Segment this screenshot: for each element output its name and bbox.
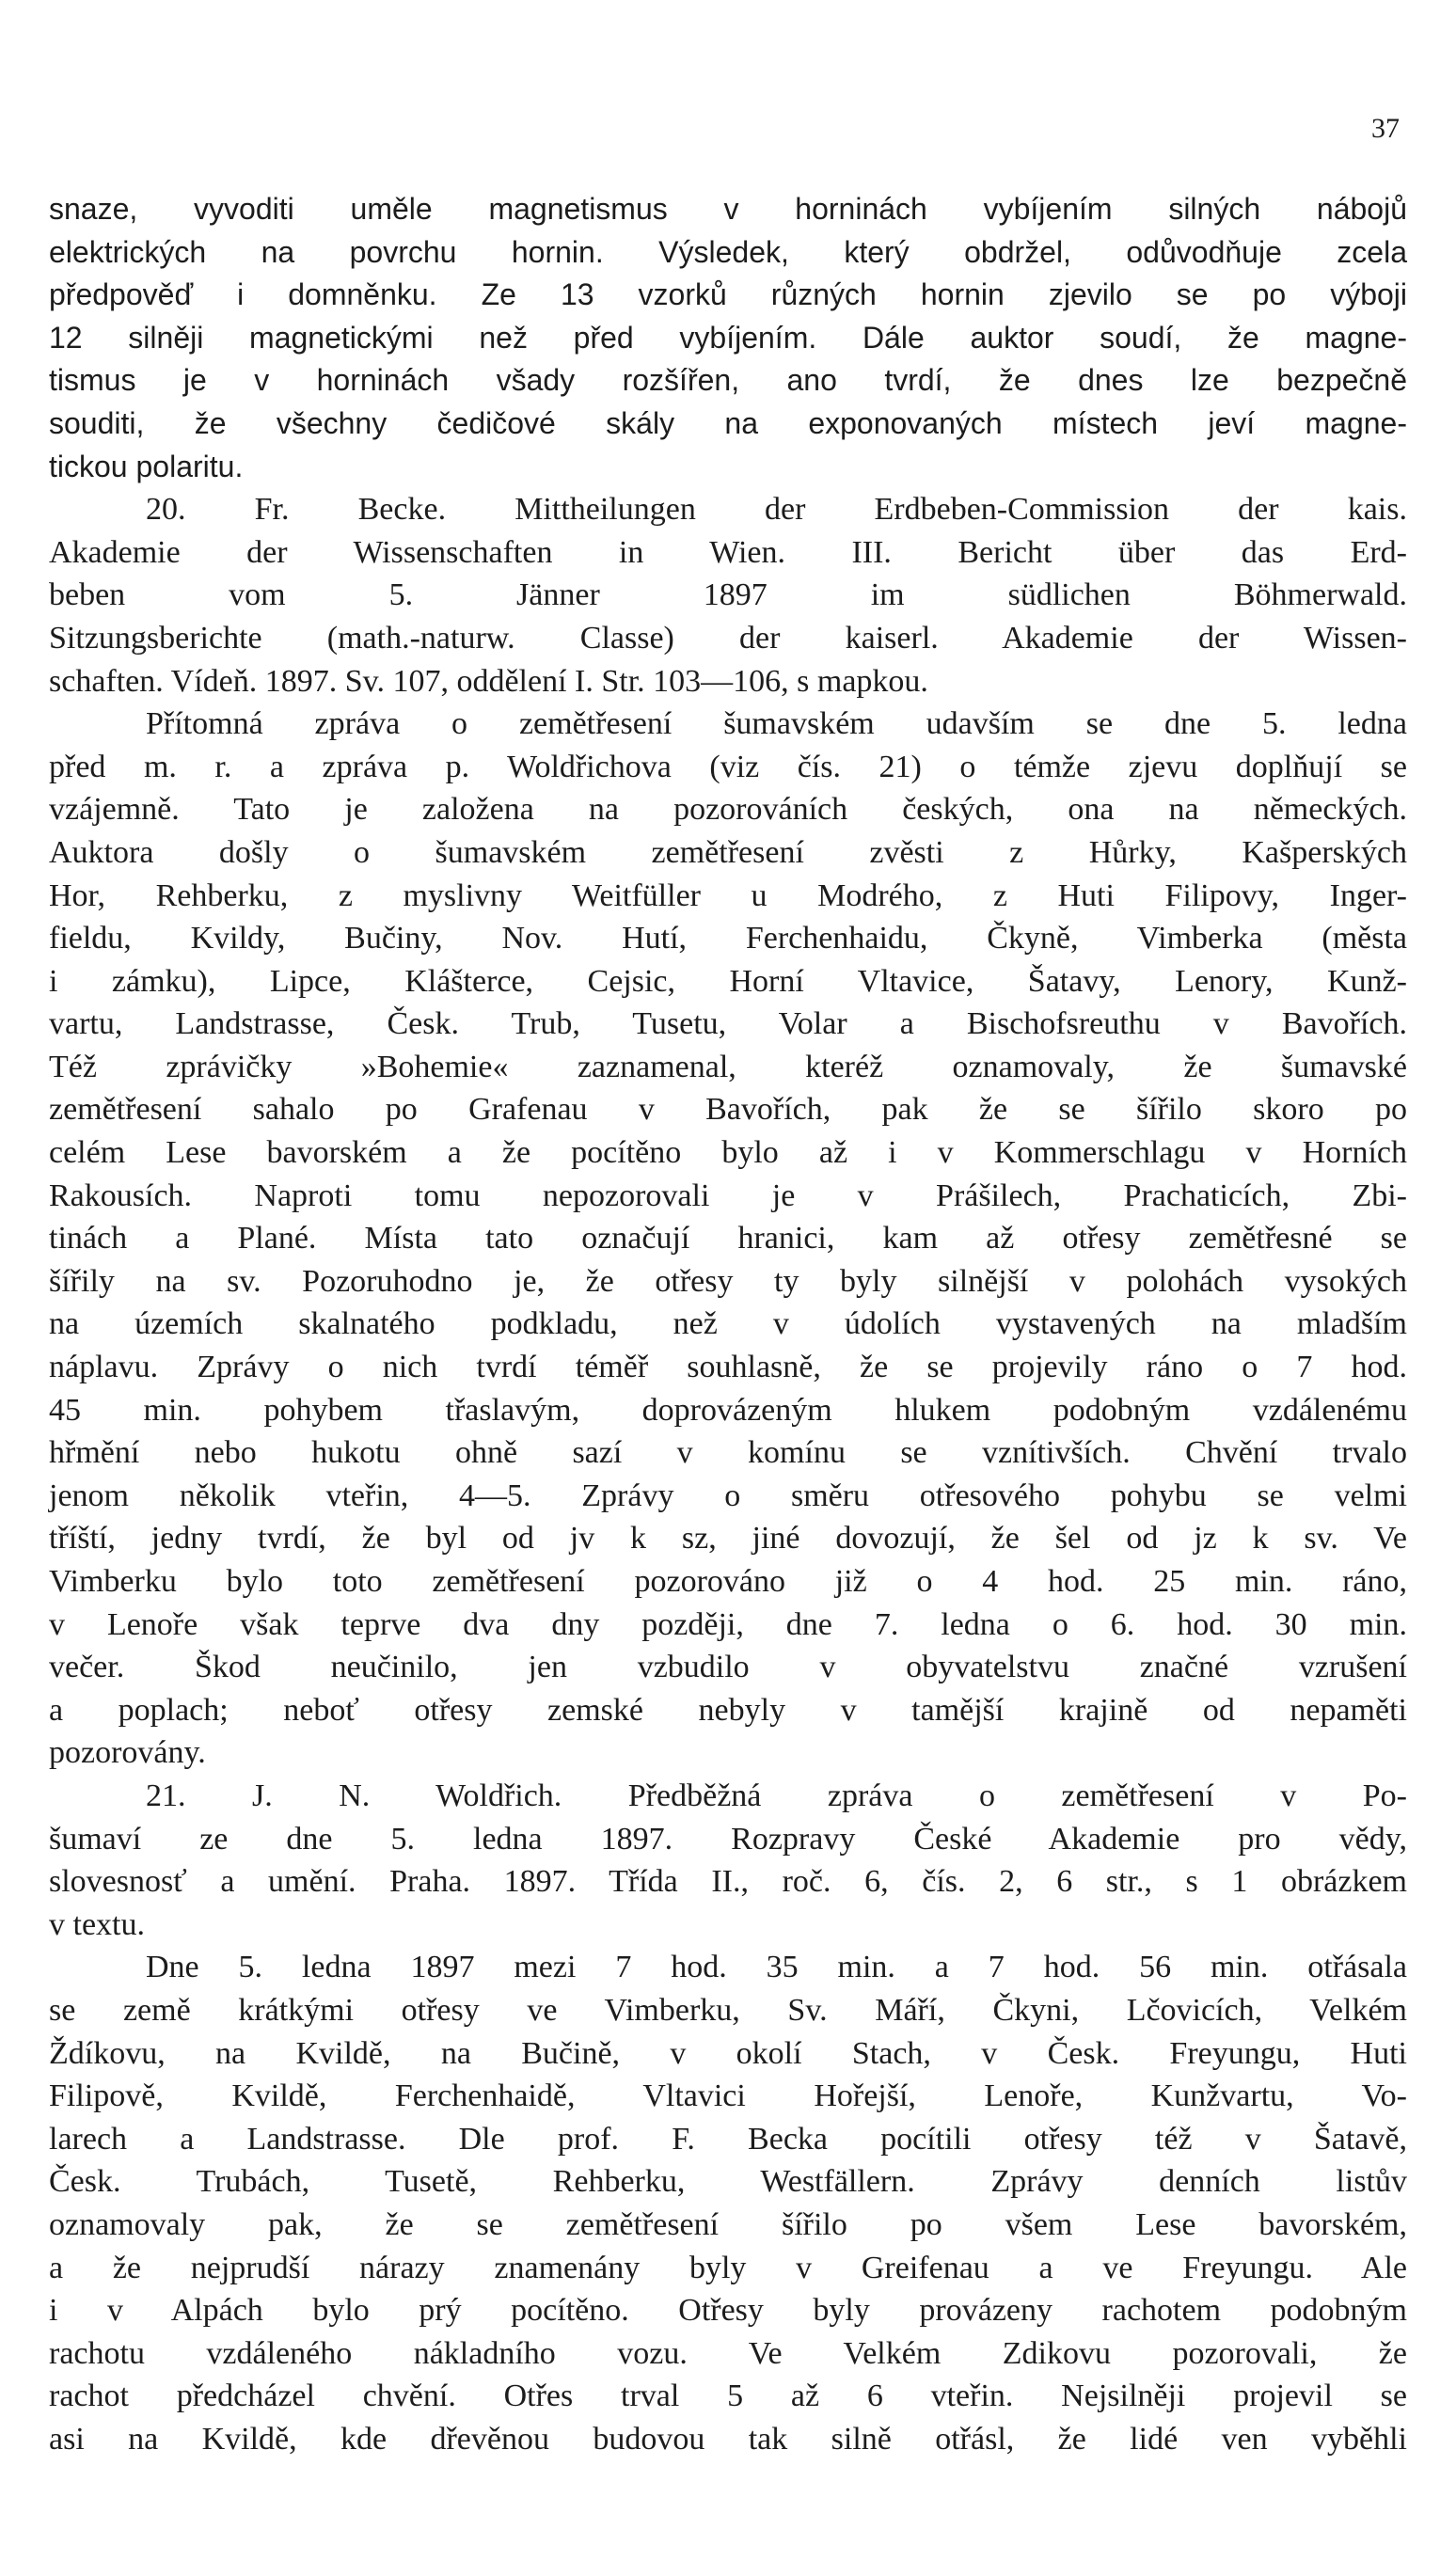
text-line: tinách a Plané. Místa tato označují hranici, kam až otřesy zemětřesné se <box>49 1221 1407 1256</box>
text-line: Přítomná zpráva o zemětřesení šumavském udavším se dne 5. ledna <box>146 706 1407 742</box>
text-line: zemětřesení sahalo po Grafenau v Bavořích, pak že se šířilo skoro po <box>49 1092 1407 1128</box>
text-line: a že nejprudší nárazy znamenány byly v Greifenau a ve Freyungu. Ale <box>49 2250 1407 2285</box>
text-line: hřmění nebo hukotu ohně sazí v komínu se vznítivších. Chvění trvalo <box>49 1435 1407 1471</box>
text-line: oznamovaly pak, že se zemětřesení šířilo po všem Lese bavorském, <box>49 2206 1407 2242</box>
text-line: náplavu. Zprávy o nich tvrdí téměř souhlasně, že se projevily ráno o 7 hod. <box>49 1350 1407 1385</box>
text-line: elektrických na povrchu hornin. Výsledek, který obdržel, odůvodňuje zcela <box>49 234 1407 269</box>
text-line: slovesnosť a umění. Praha. 1897. Třída II., roč. 6, čís. 2, 6 str., s 1 obrázkem <box>49 1864 1407 1900</box>
text-line: i v Alpách bylo prý pocítěno. Otřesy byly provázeny rachotem podobným <box>49 2293 1407 2329</box>
text-line: larech a Landstrasse. Dle prof. F. Becka pocítili otřesy též v Šatavě, <box>49 2121 1407 2157</box>
text-line: Dne 5. ledna 1897 mezi 7 hod. 35 min. a 7 hod. 56 min. otřásala <box>146 1950 1407 1985</box>
text-line: vartu, Landstrasse, Česk. Trub, Tusetu, Volar a Bischofsreuthu v Bavořích. <box>49 1006 1407 1042</box>
text-line: jenom několik vteřin, 4—5. Zprávy o směru otřesového pohybu se velmi <box>49 1478 1407 1513</box>
text-line: celém Lese bavorském a že pocítěno bylo až i v Kommerschlagu v Horních <box>49 1135 1407 1171</box>
text-line: Též zprávičky »Bohemie« zaznamenal, kteréž oznamovaly, že šumavské <box>49 1049 1407 1084</box>
text-line: Česk. Trubách, Tusetě, Rehberku, Westfällern. Zprávy denních listův <box>49 2164 1407 2200</box>
text-line: tickou polaritu. <box>49 449 244 483</box>
text-line: večer. Škod neučinilo, jen vzbudilo v obyvatelstvu značné vzrušení <box>49 1650 1407 1685</box>
text-line: 21. J. N. Woldřich. Předběžná zpráva o zemětřesení v Po- <box>146 1778 1407 1813</box>
text-line: rachot předcházel chvění. Otřes trval 5 až 6 vteřin. Nejsilněji projevil se <box>49 2378 1407 2414</box>
page-number: 37 <box>1371 113 1400 144</box>
text-line: pozorovány. <box>49 1735 206 1771</box>
text-line: a poplach; neboť otřesy zemské nebyly v tamější krajině od nepaměti <box>49 1692 1407 1728</box>
text-line: před m. r. a zpráva p. Woldřichova (viz čís. 21) o témže zjevu doplňují se <box>49 749 1407 784</box>
text-line: asi na Kvildě, kde dřevěnou budovou tak silně otřásl, že lidé ven vyběhli <box>49 2421 1407 2457</box>
text-line: Filipově, Kvildě, Ferchenhaidě, Vltavici Hořejší, Lenoře, Kunžvartu, Vo- <box>49 2078 1407 2114</box>
text-line: v textu. <box>49 1906 145 1942</box>
text-line: 20. Fr. Becke. Mittheilungen der Erdbeben-Commission der kais. <box>146 492 1407 528</box>
text-line: na územích skalnatého podkladu, než v údolích vystavených na mladším <box>49 1306 1407 1342</box>
text-line: šumaví ze dne 5. ledna 1897. Rozpravy České Akademie pro vědy, <box>49 1821 1407 1857</box>
text-line: 45 min. pohybem třaslavým, doprovázeným hlukem podobným vzdálenému <box>49 1392 1407 1428</box>
text-line: beben vom 5. Jänner 1897 im südlichen Böhmerwald. <box>49 577 1407 613</box>
text-line: i zámku), Lipce, Klášterce, Cejsic, Horní Vltavice, Šatavy, Lenory, Kunž- <box>49 963 1407 999</box>
text-line: tismus je v horninách všady rozšířen, ano tvrdí, že dnes lze bezpečně <box>49 363 1407 398</box>
text-line: souditi, že všechny čedičové skály na exponovaných místech jeví magne- <box>49 405 1407 440</box>
text-line: vzájemně. Tato je založena na pozorováních českých, ona na německých. <box>49 792 1407 828</box>
text-line: Hor, Rehberku, z myslivny Weitfüller u Modrého, z Huti Filipovy, Inger- <box>49 877 1407 913</box>
text-line: Auktora došly o šumavském zemětřesení zvěsti z Hůrky, Kašperských <box>49 834 1407 870</box>
text-line: schaften. Vídeň. 1897. Sv. 107, oddělení I. Str. 103—106, s mapkou. <box>49 663 928 699</box>
text-line: rachotu vzdáleného nákladního vozu. Ve Velkém Zdikovu pozorovali, že <box>49 2335 1407 2371</box>
text-line: Sitzungsberichte (math.-naturw. Classe) der kaiserl. Akademie der Wissen- <box>49 620 1407 656</box>
text-line: se země krátkými otřesy ve Vimberku, Sv. Máří, Čkyni, Lčovicích, Velkém <box>49 1992 1407 2028</box>
text-line: Rakousích. Naproti tomu nepozorovali je v Prášilech, Prachaticích, Zbi- <box>49 1177 1407 1213</box>
text-line: Vimberku bylo toto zemětřesení pozorováno již o 4 hod. 25 min. ráno, <box>49 1564 1407 1599</box>
text-line: 12 silněji magnetickými než před vybíjením. Dále auktor soudí, že magne- <box>49 320 1407 355</box>
text-line: tříští, jedny tvrdí, že byl od jv k sz, jiné dovozují, že šel od jz k sv. Ve <box>49 1521 1407 1557</box>
text-line: Akademie der Wissenschaften in Wien. III. Bericht über das Erd- <box>49 534 1407 570</box>
text-line: šířily na sv. Pozoruhodno je, že otřesy ty byly silnější v polohách vysokých <box>49 1263 1407 1299</box>
text-line: v Lenoře však teprve dva dny později, dne 7. ledna o 6. hod. 30 min. <box>49 1606 1407 1642</box>
text-line: Ždíkovu, na Kvildě, na Bučině, v okolí Stach, v Česk. Freyungu, Huti <box>49 2035 1407 2071</box>
text-line: fieldu, Kvildy, Bučiny, Nov. Hutí, Ferchenhaidu, Čkyně, Vimberka (města <box>49 921 1407 956</box>
document-body <box>49 188 1407 2460</box>
text-line: snaze, vyvoditi uměle magnetismus v horninách vybíjením silných nábojů <box>49 192 1407 226</box>
text-line: předpověď i domněnku. Ze 13 vzorků různých hornin zjevilo se po výboji <box>49 277 1407 312</box>
